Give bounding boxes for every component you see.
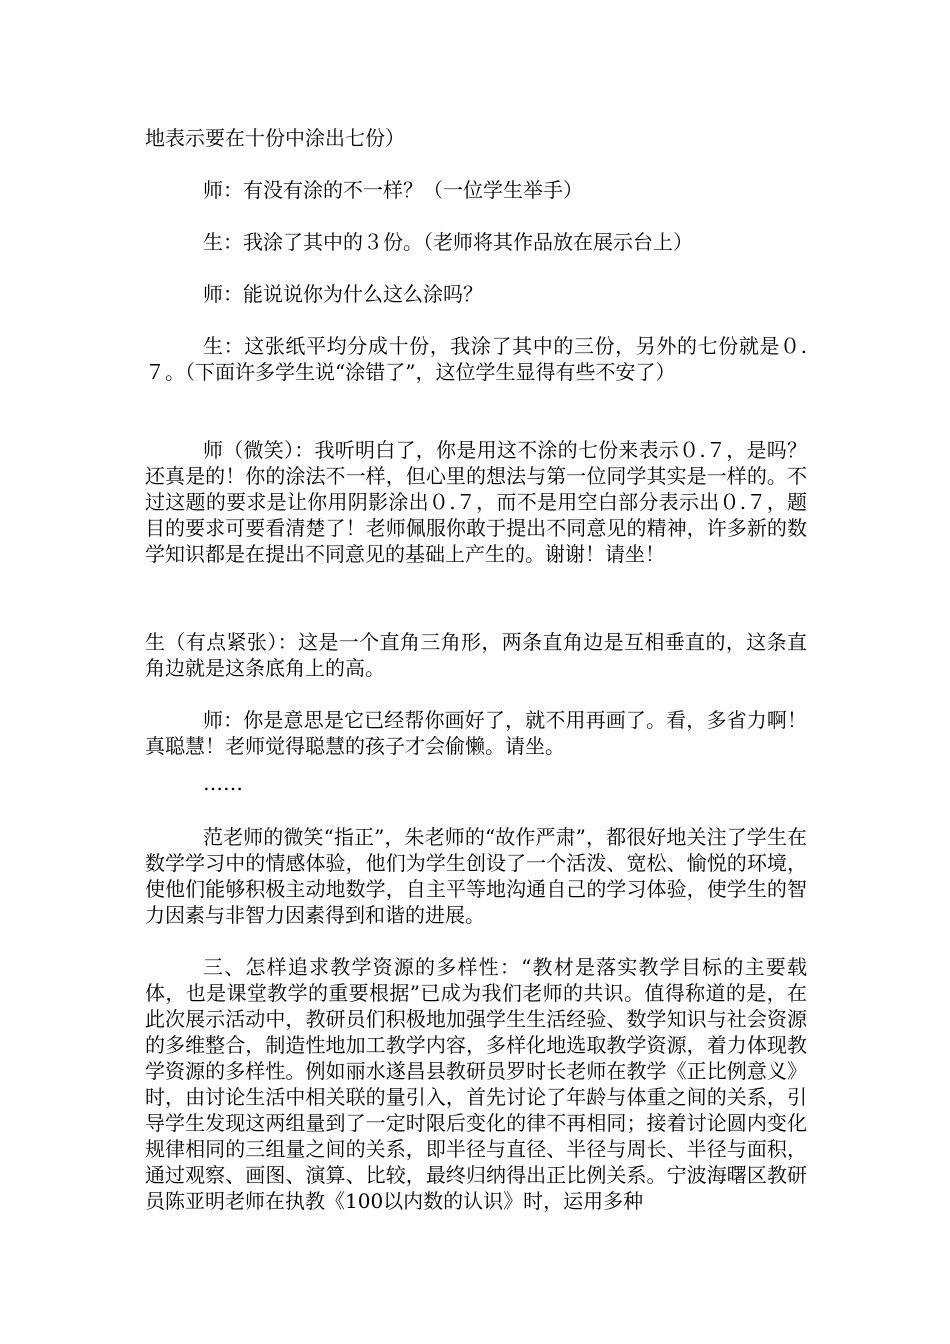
paragraph-9: 范老师的微笑“指正”，朱老师的“故作严肃”，都很好地关注了学生在数学学习中的情感体验，他们为学生创设了一个活泼、宽松、愉悦的环境，使他们能够积极主动地数学，自主平等地沟通自己的学习体验，使学生的智力因素与非智力因素得到和谐的进展。 (145, 825, 807, 927)
paragraph-5: 生：这张纸平均分成十份，我涂了其中的三份，另外的七份就是０.７。（下面许多学生说“涂错了”，这位学生显得有些不安了） (145, 334, 807, 384)
paragraph-2: 师：有没有涂的不一样？（一位学生举手） (203, 178, 583, 202)
paragraph-4: 师：能说说你为什么这么涂吗？ (203, 282, 483, 306)
paragraph-3: 生：我涂了其中的３份。（老师将其作品放在展示台上） (203, 230, 693, 254)
paragraph-10: 三、怎样追求教学资源的多样性：“教材是落实教学目标的主要载体，也是课堂教学的重要根据”已成为我们老师的共识。值得称道的是，在此次展示活动中，教研员们积极地加强学生生活经验、数学知识与社会资源的多维整合，制造性地加工教学内容，多样化地选取教学资源，着力体现教学资源的多样性。例如丽水遂昌县教研员罗时长老师在教学《正比例意义》时，由讨论生活中相关联的量引入，首先讨论了年龄与体重之间的关系，引导学生发现这两组量到了一定时限后变化的律不再相同；接着讨论圆内变化规律相同的三组量之间的关系，即半径与直径、半径与周长、半径与面积，通过观察、画图、演算、比较，最终归纳得出正比例关系。宁波海曙区教研员陈亚明老师在执教《100以内数的认识》时，运用多种 (145, 955, 807, 1213)
paragraph-1: 地表示要在十份中涂出七份） (145, 126, 405, 150)
paragraph-8: 师：你是意思是它已经帮你画好了，就不用再画了。看，多省力啊！真聪慧！老师觉得聪慧的孩子才会偷懒。请坐。 (145, 708, 807, 758)
ellipsis-line: …… (203, 771, 243, 795)
paragraph-7: 生（有点紧张）：这是一个直角三角形，两条直角边是互相垂直的，这条直角边就是这条底角上的高。 (145, 630, 807, 680)
paragraph-6: 师（微笑）：我听明白了，你是用这不涂的七份来表示０.７，是吗？还真是的！你的涂法不一样，但心里的想法与第一位同学其实是一样的。不过这题的要求是让你用阴影涂出０.７，而不是用空白部分表示出０.７，题目的要求可要看清楚了！老师佩服你敢于提出不同意见的精神，许多新的数学知识都是在提出不同意见的基础上产生的。谢谢！请坐！ (145, 438, 807, 566)
